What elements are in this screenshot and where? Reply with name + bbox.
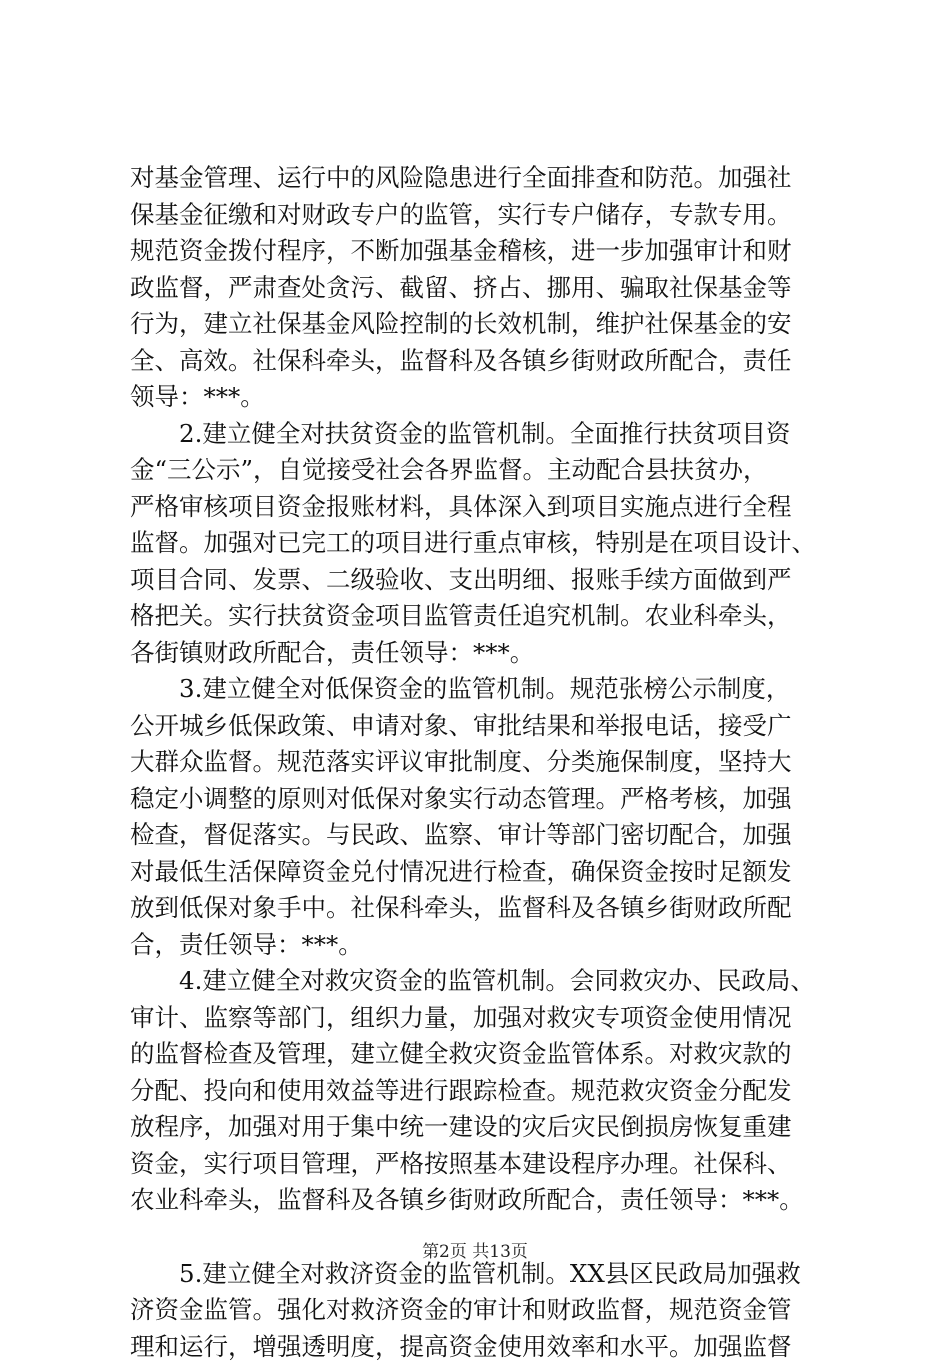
text-line: 审计、监察等部门，组织力量，加强对救灾专项资金使用情况 <box>130 1000 830 1037</box>
text-line: 项目合同、发票、二级验收、支出明细、报账手续方面做到严 <box>130 562 830 599</box>
text-line: 严格审核项目资金报账材料，具体深入到项目实施点进行全程 <box>130 489 830 526</box>
text-line: 合，责任领导：***。 <box>130 927 830 964</box>
text-line: 金“三公示”，自觉接受社会各界监督。主动配合县扶贫办， <box>130 452 830 489</box>
text-line: 检查，督促落实。与民政、监察、审计等部门密切配合，加强 <box>130 817 830 854</box>
text-line: 全、高效。社保科牵头，监督科及各镇乡街财政所配合，责任 <box>130 343 830 380</box>
text-line: 放程序，加强对用于集中统一建设的灾后灾民倒损房恢复重建 <box>130 1109 830 1146</box>
text-line: 领导：***。 <box>130 379 830 416</box>
text-line: 资金，实行项目管理，严格按照基本建设程序办理。社保科、 <box>130 1146 830 1183</box>
text-line: 对最低生活保障资金兑付情况进行检查，确保资金按时足额发 <box>130 854 830 891</box>
text-line: 行为，建立社保基金风险控制的长效机制，维护社保基金的安 <box>130 306 830 343</box>
text-line: 放到低保对象手中。社保科牵头，监督科及各镇乡街财政所配 <box>130 890 830 927</box>
text-line: 政监督，严肃查处贪污、截留、挤占、挪用、骗取社保基金等 <box>130 270 830 307</box>
document-body <box>130 160 830 1365</box>
text-line: 规范资金拨付程序，不断加强基金稽核，进一步加强审计和财 <box>130 233 830 270</box>
page-number-footer: 第2页 共13页 <box>0 1241 950 1263</box>
paragraph-3-heading-line: 3.建立健全对低保资金的监管机制。规范张榜公示制度， <box>130 671 830 708</box>
text-line: 农业科牵头，监督科及各镇乡街财政所配合，责任领导：***。 <box>130 1182 830 1219</box>
paragraph-5-heading-line: 5.建立健全对救济资金的监管机制。XX县区民政局加强救 <box>130 1256 830 1293</box>
text-line: 公开城乡低保政策、申请对象、审批结果和举报电话，接受广 <box>130 708 830 745</box>
text-line: 大群众监督。规范落实评议审批制度、分类施保制度，坚持大 <box>130 744 830 781</box>
text-line: 理和运行，增强透明度，提高资金使用效率和水平。加强监督 <box>130 1329 830 1365</box>
text-line: 的监督检查及管理，建立健全救灾资金监管体系。对救灾款的 <box>130 1036 830 1073</box>
text-line: 稳定小调整的原则对低保对象实行动态管理。严格考核，加强 <box>130 781 830 818</box>
text-line: 监督。加强对已完工的项目进行重点审核，特别是在项目设计、 <box>130 525 830 562</box>
paragraph-4-heading-line: 4.建立健全对救灾资金的监管机制。会同救灾办、民政局、 <box>130 963 830 1000</box>
text-line: 对基金管理、运行中的风险隐患进行全面排查和防范。加强社 <box>130 160 830 197</box>
text-line: 各街镇财政所配合，责任领导：***。 <box>130 635 830 672</box>
text-line: 保基金征缴和对财政专户的监管，实行专户储存，专款专用。 <box>130 197 830 234</box>
text-line: 济资金监管。强化对救济资金的审计和财政监督，规范资金管 <box>130 1292 830 1329</box>
paragraph-2-heading-line: 2.建立健全对扶贫资金的监管机制。全面推行扶贫项目资 <box>130 416 830 453</box>
text-line: 分配、投向和使用效益等进行跟踪检查。规范救灾资金分配发 <box>130 1073 830 1110</box>
text-line: 格把关。实行扶贫资金项目监管责任追究机制。农业科牵头， <box>130 598 830 635</box>
